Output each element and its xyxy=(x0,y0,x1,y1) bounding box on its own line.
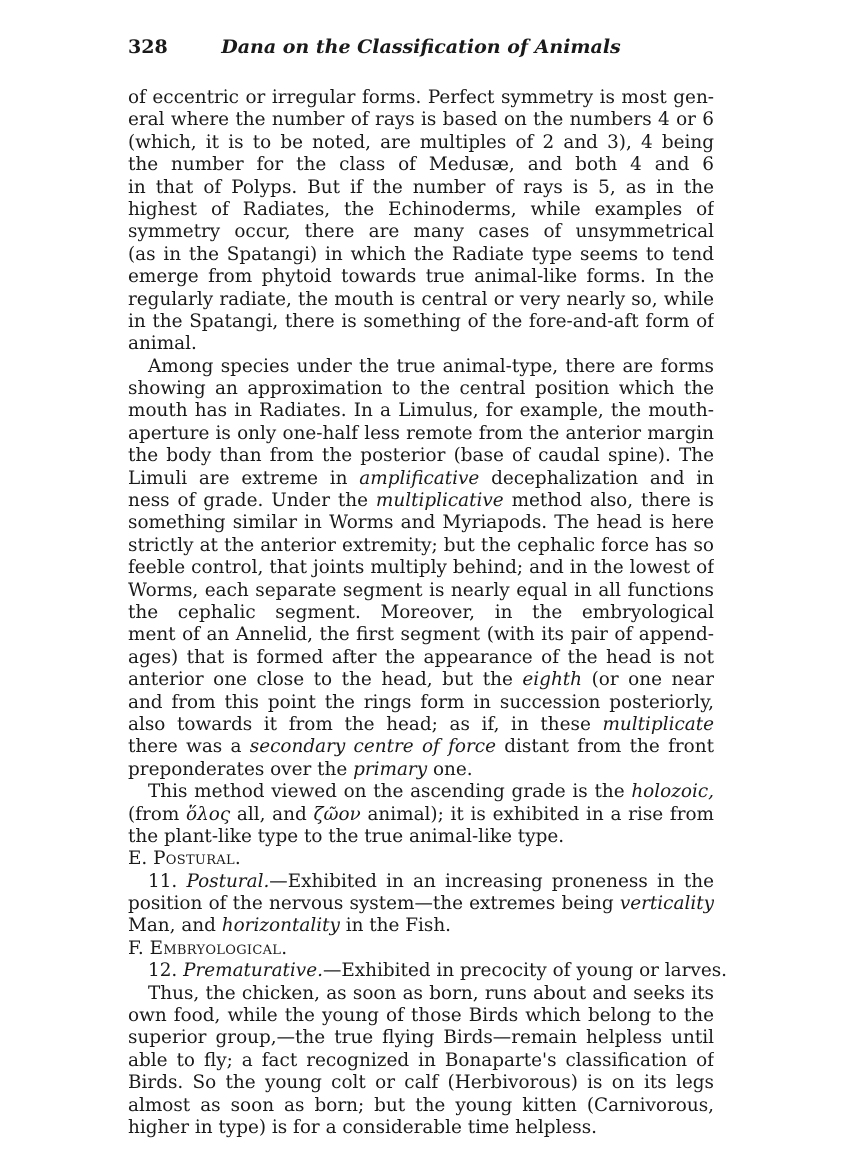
text-run: (from xyxy=(128,803,187,825)
running-head xyxy=(128,36,714,66)
text-line: the body than from the posterior (base of caudal spine). The xyxy=(128,445,714,467)
text-line: Thus, the chicken, as soon as born, runs about and seeks its xyxy=(148,982,714,1004)
text-line: (as in the Spatangi) in which the Radiate type seems to tend xyxy=(128,243,714,265)
text-line: regularly radiate, the mouth is central or very nearly so, while xyxy=(128,288,714,310)
text-run: anterior one close to the head, but the xyxy=(128,669,523,691)
text-line: ment of an Annelid, the first segment (with its pair of append- xyxy=(128,624,714,646)
italic-term: Prematurative. xyxy=(183,960,323,982)
text-line: aperture is only one-half less remote from the anterior margin xyxy=(128,422,714,444)
section-heading-embryological xyxy=(128,938,714,960)
greek-word: ὅλος xyxy=(186,803,231,825)
italic-term: amplificative xyxy=(359,467,480,489)
text-run: there was a xyxy=(128,736,250,758)
text-line: superior group,—the true flying Birds—remain helpless until xyxy=(128,1027,714,1049)
text-run: animal); it is exhibited in a rise from xyxy=(360,803,714,825)
text-line: ages) that is formed after the appearance of the head is not xyxy=(128,646,714,668)
text-line: symmetry occur, there are many cases of unsymmetrical xyxy=(128,221,714,243)
text-run: —Exhibited in precocity of young or larves. xyxy=(322,960,727,982)
section-letter: F. xyxy=(128,937,150,959)
text-line xyxy=(128,871,714,893)
text-run: —Exhibited in an increasing proneness in the xyxy=(269,870,714,892)
text-line xyxy=(128,893,714,915)
text-line: of eccentric or irregular forms. Perfect symmetry is most gen- xyxy=(128,87,714,108)
text-run: position of the nervous system—the extremes being xyxy=(128,893,620,915)
text-line: almost as soon as born; but the young kitten (Carnivorous, xyxy=(128,1094,714,1116)
section-name: Postural. xyxy=(153,848,242,870)
text-line: feeble control, that joints multiply behind; and in the lowest of xyxy=(128,557,714,579)
text-line: highest of Radiates, the Echinoderms, while examples of xyxy=(128,198,714,220)
italic-term: primary xyxy=(353,758,428,780)
text-line xyxy=(128,468,714,490)
text-line: Worms, each separate segment is nearly equal in all functions xyxy=(128,579,714,601)
text-run: method also, there is xyxy=(503,490,714,512)
text-run: This method viewed on the ascending grade is the xyxy=(148,781,632,803)
running-title: Dana on the Classification of Animals xyxy=(221,36,621,58)
text-line: emerge from phytoid towards true animal-like forms. In the xyxy=(128,266,714,288)
text-line xyxy=(128,781,714,803)
text-line: Birds. So the young colt or calf (Herbivorous) is on its legs xyxy=(128,1072,714,1094)
text-run: Limuli are extreme in xyxy=(128,467,360,489)
text-run: decephalization and in xyxy=(491,467,714,489)
text-line: the number for the class of Medusæ, and both 4 and 6 xyxy=(128,154,714,176)
text-line: the cephalic segment. Moreover, in the embryological xyxy=(128,601,714,623)
text-run: one. xyxy=(427,758,473,780)
text-line: eral where the number of rays is based on the numbers 4 or 6 xyxy=(128,109,714,131)
text-run: all, and xyxy=(230,803,314,825)
text-line: in the Spatangi, there is something of the fore-and-aft form of xyxy=(128,310,714,332)
text-run: Man, and xyxy=(128,915,222,937)
text-run: ness of grade. Under the xyxy=(128,490,376,512)
paragraph-chicken xyxy=(128,983,714,1140)
text-line: own food, while the young of those Birds which belong to the xyxy=(128,1005,714,1027)
paragraph-symmetry xyxy=(128,87,714,356)
italic-term: horizontality xyxy=(221,915,340,937)
section-letter: E. xyxy=(128,848,154,870)
text-line: the plant-like type to the true animal-like type. xyxy=(128,825,565,847)
section-heading-postural xyxy=(128,848,714,870)
text-line: strictly at the anterior extremity; but the cephalic force has so xyxy=(128,534,714,556)
text-line xyxy=(128,759,714,781)
italic-term: multiplicate xyxy=(602,713,714,735)
text-line xyxy=(128,736,714,758)
paragraph-limulus xyxy=(128,356,714,781)
text-line: able to fly; a fact recognized in Bonaparte's classification of xyxy=(128,1049,714,1071)
italic-term: holozoic, xyxy=(631,781,714,803)
page-number: 328 xyxy=(128,36,168,58)
text-line xyxy=(128,714,714,736)
text-line: something similar in Worms and Myriapods. The head is here xyxy=(128,512,714,534)
text-run: preponderates over the xyxy=(128,758,354,780)
italic-term: Postural. xyxy=(186,870,270,892)
text-line: in that of Polyps. But if the number of rays is 5, as in the xyxy=(128,176,714,198)
text-line: mouth has in Radiates. In a Limulus, for example, the mouth- xyxy=(128,400,714,422)
text-line xyxy=(128,804,714,826)
text-line xyxy=(128,490,714,512)
greek-word: ζῶον xyxy=(313,803,361,825)
item-number: 12. xyxy=(148,960,184,982)
text-line: higher in type) is for a considerable time helpless. xyxy=(128,1116,598,1138)
text-line: (which, it is to be noted, are multiples of 2 and 3), 4 being xyxy=(128,131,714,153)
paragraph-postural xyxy=(128,871,714,938)
text-line: showing an approximation to the central position which the xyxy=(128,378,714,400)
text-line: and from this point the rings form in succession posteriorly, xyxy=(128,691,714,713)
text-run: also towards it from the head; as if, in these xyxy=(128,713,603,735)
italic-term: multiplicative xyxy=(375,490,504,512)
text-run: in the Fish. xyxy=(339,915,452,937)
text-run: (or one near xyxy=(591,669,714,691)
body-text xyxy=(128,87,727,1139)
paragraph-prematurative xyxy=(128,960,727,982)
item-number: 11. xyxy=(148,870,187,892)
text-line xyxy=(128,669,714,691)
text-line xyxy=(128,960,727,982)
paragraph-holozoic xyxy=(128,781,714,848)
italic-term: verticality xyxy=(619,893,714,915)
text-run: distant from the front xyxy=(504,736,714,758)
text-line: animal. xyxy=(128,333,197,355)
italic-term: secondary centre of force xyxy=(249,736,496,758)
section-name: Embryological. xyxy=(149,937,288,959)
italic-term: eighth xyxy=(522,669,583,691)
text-line xyxy=(128,915,714,937)
text-line: Among species under the true animal-type, there are forms xyxy=(148,355,714,377)
